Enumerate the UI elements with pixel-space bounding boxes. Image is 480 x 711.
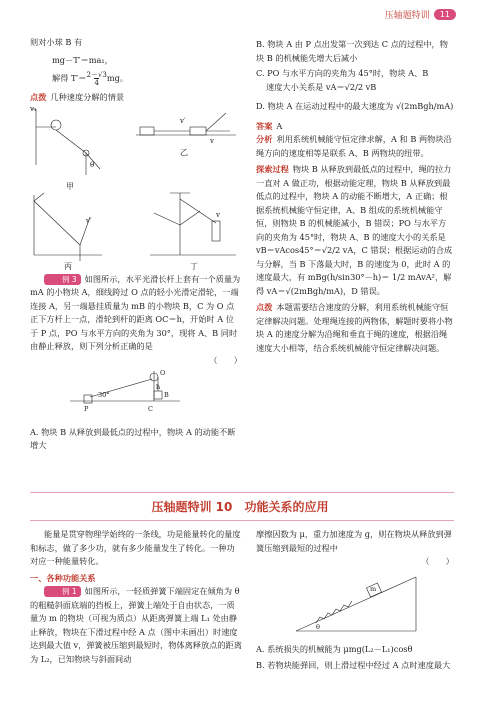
svg-text:v: v [216, 210, 220, 219]
tip-block [256, 301, 454, 355]
option-b-2: B. 若物块能弹回，则上滑过程中经过 A 点时速度最大 [256, 659, 451, 670]
section-title-a: 压轴题特训 10 [151, 500, 233, 514]
explore-label: 探索过程 [256, 164, 289, 174]
velocity-diagrams [30, 105, 242, 273]
incline-diagram [256, 569, 454, 637]
option-c-line1: C. PO 与水平方向的夹角为 45°时，物块 A、B [256, 68, 429, 78]
intro-text: 能量是贯穿物理学始终的一条线，功是能量转化的量度和标志，做了多少功，就有多少能量发生了转化。一种功对应一种能量转化。 [30, 529, 241, 566]
svg-text:v₁: v₁ [30, 104, 37, 113]
tip-text-2: 本题需要结合速度的分解，利用系统机械能守恒定律解决问题。处理绳连接的两物体，解题时要将小物块 A 的速度分解为沿绳和垂直于绳的速度，根据沿绳速度大小相等，结合系统机械能守恒定律解决问题。 [256, 302, 453, 353]
svg-text:C: C [148, 405, 153, 413]
option-b: B. 物块 A 由 P 点出发第一次到达 C 点的过程中，物块 B 的机械能先增大后减小 [256, 39, 448, 63]
frac-bot: 4 [94, 79, 99, 87]
equation-1: mg－T′＝ma₁， [52, 54, 113, 65]
tip-label-2: 点拨 [256, 302, 273, 312]
example-label: 例 3 [44, 274, 81, 285]
header-title: 压轴题特训 [384, 10, 430, 21]
svg-text:h: h [156, 383, 161, 391]
explore-text: 物块 B 从释放到最低点的过程中，绳的拉力一直对 A 做正功，根据动能定理，物块 B 从释放到最低点的过程中，物块 A 的动能不断增大，A 正确；根据系统机械能守恒定律，A、B 组成的系统机械能守恒，则物块 B 的机械能减小，B 错误；PO 与水平方向的夹角为 45°时，物块 A、B 的速度大小的关系是 vB＝vAcos45°＝√2/2 vA，C 错误；根据运动的合成与分解，当 B 下落最大时，B 的速度为 0，此时 A 的速度最大，有 mBg(h/sin30°－h)＝ 1/2 mAvA²，解得 vA＝√(2mBgh/mA)，D 错误。 [256, 164, 453, 296]
answer-paren-2: （ ） [421, 556, 454, 566]
answer-line [256, 120, 454, 134]
eq-pre: 解得 T′＝ [52, 73, 87, 83]
example-3 [30, 273, 242, 354]
example-1 [30, 585, 242, 666]
svg-text:30°: 30° [98, 391, 110, 399]
analysis-text: 利用系统机械能守恒定律求解，A 和 B 两物块沿绳方向的速度相等是联系 A、B 两物块的纽带。 [256, 134, 452, 158]
svg-text:v′: v′ [180, 116, 186, 125]
page-number: 11 [434, 9, 456, 20]
fig-label-yi: 乙 [180, 147, 188, 157]
eq-post: mg。 [106, 73, 129, 83]
section-divider-top [30, 492, 454, 493]
svg-text:P: P [84, 405, 89, 413]
svg-text:B: B [164, 391, 169, 399]
eq-fraction [87, 71, 107, 87]
svg-text:v: v [210, 136, 214, 145]
answer-value: A [276, 120, 283, 131]
svg-text:v′: v′ [86, 216, 92, 225]
svg-text:θ: θ [90, 160, 95, 169]
example-3-text: 如图所示，水平光滑长杆上套有一个质量为 mA 的小物块 A，细线跨过 O 点的轻小光滑定滑轮，一端连接 A，另一端悬挂质量为 mB 的小物块 B，C 为 O 点正下方杆上一点，滑轮到杆的距离 OC＝h，开始时 A 位于 P 点，PO 与水平方向的夹角为 30°，现将 A、B 同时由静止释放，则下列分析正确的是 [30, 273, 241, 351]
fig-label-jia: 甲 [66, 181, 74, 191]
subheading: 一、各种功能关系 [30, 572, 96, 583]
tip-line [30, 91, 242, 105]
section-divider-bottom [30, 520, 454, 521]
example-1-text: 如图所示，一轻质弹簧下端固定在倾角为 θ 的粗糙斜面底端的挡板上，弹簧上端处于自由状态，一质量为 m 的物块（可视为质点）从距离弹簧上端 L₁ 处由静止释放，物块在下滑过程中经 A 点（图中未画出）时速度达到最大值 v，弹簧被压缩到最短时，物体离释放点的距离为 L₂，已知物块与斜面间动 [30, 586, 242, 664]
bottom-right-column [256, 528, 454, 672]
option-d: D. 物块 A 在运动过程中的最大速度为 √(2mBgh/mA) [256, 101, 454, 111]
svg-text:O: O [160, 369, 166, 377]
fig-label-ding: 丁 [190, 261, 198, 271]
analysis-label: 分析 [256, 134, 273, 144]
left-column [30, 36, 242, 453]
tip-text: 几种速度分解的情景 [50, 92, 125, 102]
frac-top: 2－√3 [86, 71, 107, 79]
option-a-2: A. 系统损失的机械能为 μmg(L₂－L₁)cosθ [256, 644, 413, 654]
analysis-block [256, 133, 454, 160]
svg-text:m: m [370, 584, 377, 593]
equation-2 [52, 71, 242, 87]
pulley-diagram [30, 367, 242, 419]
bottom-left-column [30, 528, 242, 666]
answer-paren: （ ） [209, 354, 242, 365]
svg-text:θ: θ [316, 622, 320, 631]
section-title [0, 498, 480, 515]
option-c-line2: 速度大小关系是 vA＝√2/2 vB [266, 81, 377, 92]
text-line: 则对小球 B 有 [30, 37, 83, 47]
example-1-label: 例 1 [44, 586, 81, 597]
fig-label-bing: 丙 [64, 261, 72, 271]
section-title-b: 功能关系的应用 [244, 500, 329, 514]
explore-block [256, 163, 454, 298]
answer-label: 答案 [256, 120, 273, 131]
page-header [385, 6, 456, 22]
continuation-text: 摩擦因数为 μ，重力加速度为 g，则在物块从释放到弹簧压缩到最短的过程中 [256, 529, 452, 553]
right-column [256, 36, 454, 355]
tip-label: 点拨 [30, 92, 47, 102]
option-a: A. 物块 B 从释放到最低点的过程中，物块 A 的动能不断增大 [30, 426, 236, 450]
